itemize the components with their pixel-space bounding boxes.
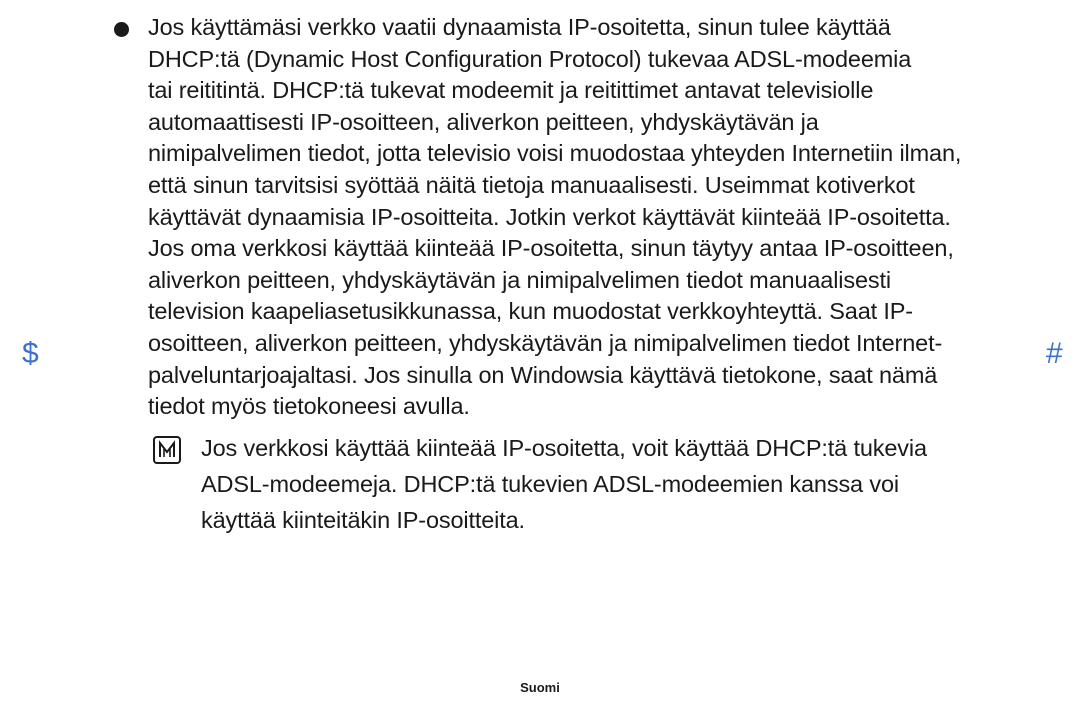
note-icon [153, 436, 181, 464]
bullet-icon [114, 22, 129, 37]
left-margin-mark: $ [22, 337, 39, 370]
bullet-text: Jos käyttämäsi verkko vaatii dynaamista IP-osoitetta, sinun tulee käyttää DHCP:tä (Dynamic Host Configuration Protocol) tukevaa ADSL-modeemia tai reititintä. DHCP:tä tukevat modeemit ja reitittimet antavat televisiolle automaattisesti IP-osoitteen, aliverkon peitteen, yhdyskäytävän ja nimipalvelimen tiedot, jotta televisio voisi muodostaa yhteyden Internetiin ilman, että sinun tarvitsisi syöttää näitä tietoja manuaalisesti. Useimmat kotiverkot käyttävät dynaamisia IP-osoitteita. Jotkin verkot käyttävät kiinteää IP-osoitetta. Jos oma verkkosi käyttää kiinteää IP-osoitetta, sinun täytyy antaa IP-osoitteen, aliverkon peitteen, yhdyskäytävän ja nimipalvelimen tiedot manuaalisesti television kaapeliasetusikkunassa, kun muodostat verkkoyhteyttä. Saat IP- osoitteen, aliverkon peitteen, yhdyskäytävän ja nimipalvelimen tiedot Internet- palveluntarjoajaltasi. Jos sinulla on Windowsia käyttävä tietokone, saat nämä tiedot myös tietokoneesi avulla. [148, 14, 962, 420]
right-margin-mark: # [1046, 337, 1063, 370]
footer-language: Suomi [520, 680, 560, 695]
note-text: Jos verkkosi käyttää kiinteää IP-osoitetta, voit käyttää DHCP:tä tukevia ADSL-modeemeja. DHCP:tä tukevien ADSL-modeemien kanssa voi käyttää kiinteitäkin IP-osoitteita. [201, 435, 927, 533]
